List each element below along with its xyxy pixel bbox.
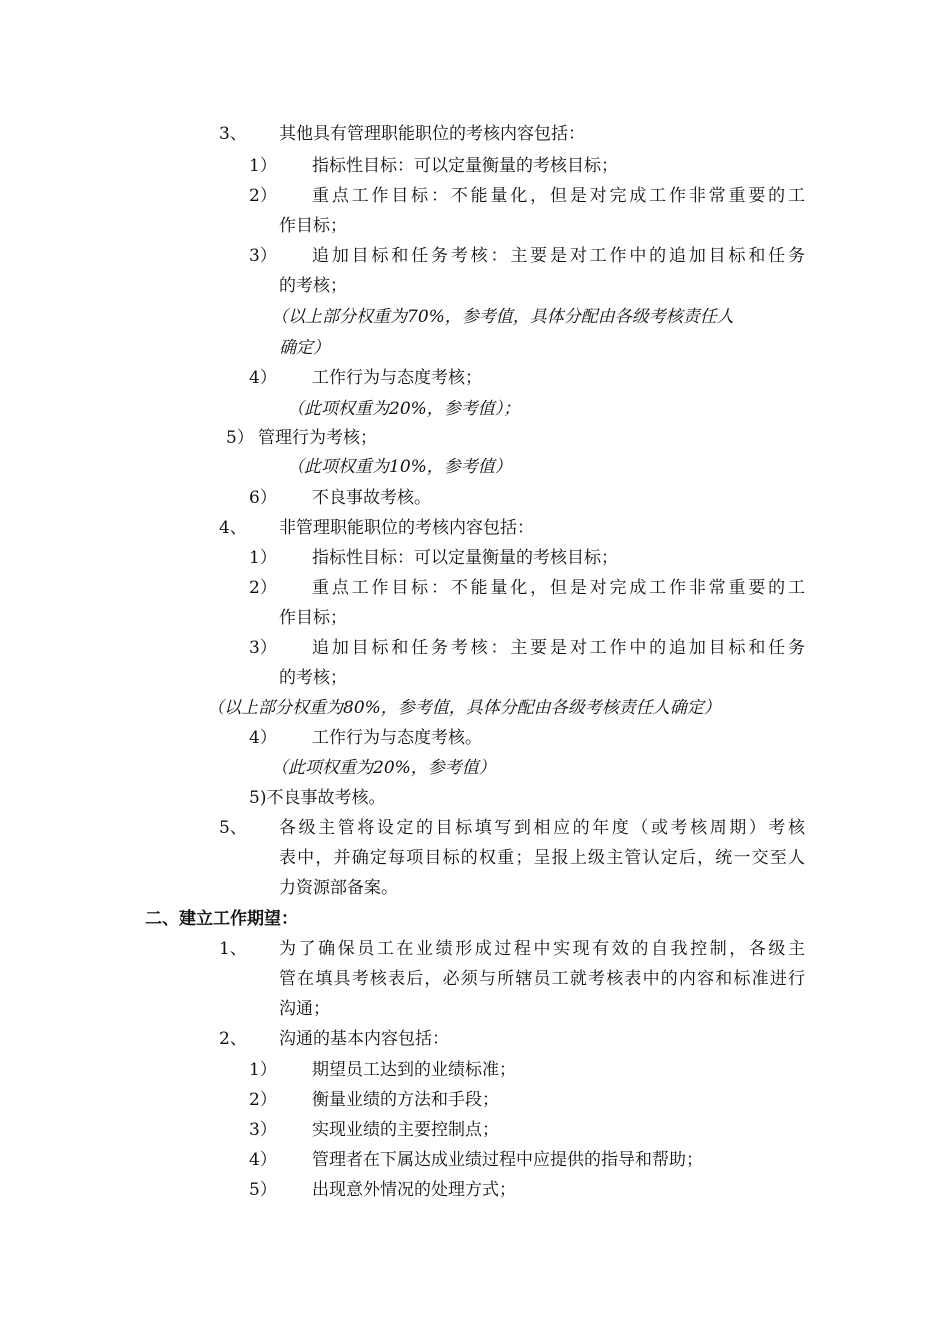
section-number: 3、 [219, 124, 247, 144]
section-5 [0, 813, 950, 843]
paragraph-text: 力资源部备案。 [279, 878, 398, 898]
section-3 [0, 119, 950, 149]
paragraph-continuation [0, 873, 950, 903]
item-number: 4） [249, 1150, 277, 1170]
item-number: 4） [249, 728, 277, 748]
list-item [0, 1115, 950, 1145]
list-item [0, 1175, 950, 1205]
item-text: 工作行为与态度考核； [312, 368, 482, 388]
item-text: 指标性目标：可以定量衡量的考核目标； [312, 156, 618, 176]
weight-note [0, 452, 950, 482]
item-number: 2） [249, 186, 277, 206]
weight-note [0, 753, 950, 783]
item-continuation [0, 663, 950, 693]
item-text: 衡量业绩的方法和手段； [312, 1090, 499, 1110]
note-text: （此项权重为10%，参考值） [287, 457, 512, 477]
list-item [0, 483, 950, 513]
paragraph-text: 表中，并确定每项目标的权重；呈报上级主管认定后，统一交至人 [279, 848, 805, 868]
item-continuation [0, 211, 950, 241]
item-text: 追加目标和任务考核：主要是对工作中的追加目标和任务 [312, 246, 805, 266]
item-text: 期望员工达到的业绩标准； [312, 1060, 516, 1080]
item-continuation [0, 603, 950, 633]
list-item [0, 423, 950, 453]
section-heading-text: 非管理职能职位的考核内容包括： [279, 518, 534, 538]
item-number: 1） [249, 1060, 277, 1080]
note-text: 确定） [279, 338, 330, 358]
item-text: 管理行为考核； [258, 428, 377, 448]
note-text: （此项权重为20%，参考值）； [287, 399, 521, 419]
section-number: 2、 [219, 1029, 247, 1049]
item-text: 工作行为与态度考核。 [312, 728, 482, 748]
paragraph-text: 沟通； [279, 999, 330, 1019]
item-text: 管理者在下属达成业绩过程中应提供的指导和帮助； [312, 1150, 703, 1170]
section-number: 5、 [219, 818, 247, 838]
list-item [0, 151, 950, 181]
weight-note [0, 302, 950, 332]
numbered-paragraph [0, 934, 950, 964]
item-number: 1） [249, 156, 277, 176]
paragraph-continuation [0, 843, 950, 873]
item-number: 5） [249, 1180, 277, 1200]
paragraph-text: 为了确保员工在业绩形成过程中实现有效的自我控制，各级主 [279, 939, 805, 959]
item-text: 作目标； [279, 608, 347, 628]
item-number: 6） [249, 488, 277, 508]
note-text: （以上部分权重为70%，参考值，具体分配由各级考核责任人 [271, 307, 734, 327]
section-number: 1、 [219, 939, 247, 959]
paragraph-continuation [0, 994, 950, 1024]
item-number: 5） [226, 428, 254, 448]
list-item [0, 633, 950, 663]
list-item [0, 363, 950, 393]
list-item [0, 1055, 950, 1085]
item-text: 重点工作目标：不能量化，但是对完成工作非常重要的工 [312, 578, 805, 598]
item-number: 2） [249, 1090, 277, 1110]
paragraph-text: 管在填具考核表后，必须与所辖员工就考核表中的内容和标准进行 [279, 969, 805, 989]
item-text: 的考核； [279, 668, 347, 688]
list-item [0, 241, 950, 271]
item-text: 出现意外情况的处理方式； [312, 1180, 516, 1200]
item-number: 3） [249, 1120, 277, 1140]
paragraph-text: 各级主管将设定的目标填写到相应的年度（或考核周期）考核 [279, 818, 805, 838]
list-item [0, 573, 950, 603]
item-continuation [0, 271, 950, 301]
item-number: 3） [249, 246, 277, 266]
list-item [0, 783, 950, 813]
note-text: （此项权重为20%，参考值） [271, 758, 496, 778]
item-number: 2） [249, 578, 277, 598]
weight-note-continuation [0, 333, 950, 363]
chapter-heading [0, 904, 950, 934]
item-number: 4） [249, 368, 277, 388]
item-number: 3） [249, 638, 277, 658]
section-number: 4、 [219, 518, 247, 538]
item-text: 指标性目标：可以定量衡量的考核目标； [312, 548, 618, 568]
numbered-paragraph [0, 1024, 950, 1054]
list-item [0, 543, 950, 573]
weight-note [0, 394, 950, 424]
note-text: （以上部分权重为80%，参考值，具体分配由各级考核责任人确定） [207, 698, 721, 718]
list-item [0, 1145, 950, 1175]
section-heading-text: 其他具有管理职能职位的考核内容包括： [279, 124, 585, 144]
list-item [0, 1085, 950, 1115]
weight-note [0, 693, 950, 723]
item-text: 不良事故考核。 [312, 488, 431, 508]
item-text: 重点工作目标：不能量化，但是对完成工作非常重要的工 [312, 186, 805, 206]
item-text: 5)不良事故考核。 [249, 788, 386, 808]
paragraph-continuation [0, 964, 950, 994]
paragraph-text: 沟通的基本内容包括： [279, 1029, 449, 1049]
list-item [0, 723, 950, 753]
item-text: 的考核； [279, 276, 347, 296]
item-text: 作目标； [279, 216, 347, 236]
item-text: 实现业绩的主要控制点； [312, 1120, 499, 1140]
item-number: 1） [249, 548, 277, 568]
section-4 [0, 513, 950, 543]
item-text: 追加目标和任务考核：主要是对工作中的追加目标和任务 [312, 638, 805, 658]
heading-text: 二、建立工作期望： [145, 909, 298, 929]
list-item [0, 181, 950, 211]
